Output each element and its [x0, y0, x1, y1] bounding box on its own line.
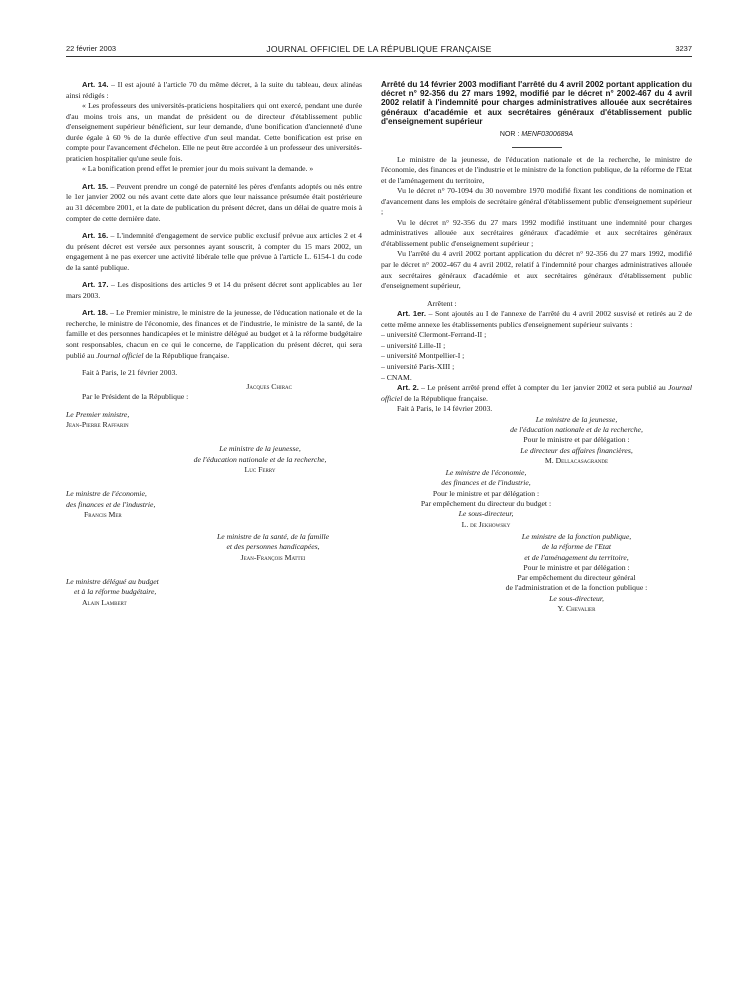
- signature-ministre-sante: [66, 532, 362, 563]
- sig-empechement: Par empêchement du directeur du budget :: [420, 499, 552, 509]
- article-15: [66, 182, 362, 224]
- sig-title: Le ministre de la jeunesse,: [219, 444, 301, 454]
- sig-title: des finances et de l'industrie,: [66, 499, 156, 509]
- fait-a-paris: Fait à Paris, le 14 février 2003.: [397, 404, 493, 414]
- left-column: [66, 80, 362, 608]
- article-2: [381, 383, 692, 404]
- article-14-quote-1: « Les professeurs des universités-praticiens hospitaliers qui ont exercé, pendant une durée d'au moins trois ans, un mandat de président ou de directeur d'établissement public d'enseignement supérieur bénéficient, sur leur demande, d'une bonification d'ancienneté d'une durée égale à 60 % de la durée effective d'un seul mandat. Cette bonification est prise en compte pour l'avancement d'échelon. Elle ne peut être accordée à un professeur des universités-praticien hospitalier qu'une seule fois.: [66, 101, 362, 163]
- article-label: Art. 18.: [82, 308, 108, 318]
- article-label: Art. 15.: [82, 181, 109, 191]
- article-label: Art. 16.: [82, 231, 109, 241]
- sig-name: Luc Ferry: [244, 464, 276, 474]
- journal-officiel-ref: Journal officiel: [96, 350, 144, 360]
- article-17: [66, 280, 362, 301]
- signature-fonction-publique: [381, 532, 692, 614]
- sig-function: Le directeur des affaires financières,: [520, 445, 633, 455]
- preamble-ministres: Le ministre de la jeunesse, de l'éducation nationale et de la recherche, le ministre de l'économie, des finances et de l'industrie et le ministre de la fonction publique, de la réforme de l'Etat et de l'aménagement du territoire,: [381, 154, 692, 185]
- arrete-title: Arrêté du 14 février 2003 modifiant l'arrêté du 4 avril 2002 portant application du décret n° 92-356 du 27 mars 1992, modifié par le décret n° 2002-467 du 4 avril 2002 relatif à l'indemnité pour charges administratives allouée aux secrétaires généraux d'académie et aux secrétaires généraux d'établissement public d'enseignement supérieur: [381, 80, 692, 126]
- article-16: [66, 231, 362, 273]
- article-text-end: de la République française.: [402, 393, 488, 403]
- sig-function: Le sous-directeur,: [549, 593, 604, 603]
- sig-empechement: de l'administration et de la fonction publique :: [505, 583, 648, 593]
- visa-1: Vu le décret n° 70-1094 du 30 novembre 1970 modifié fixant les conditions de nomination et d'avancement dans les emplois de secrétaire général d'établissement public d'enseignement supérieur ;: [381, 186, 692, 217]
- title-rule: [512, 147, 562, 148]
- article-text: – Le présent arrêté prend effet à compter du 1er janvier 2002 et sera publié au: [418, 383, 669, 393]
- sig-empechement: Par empêchement du directeur général: [517, 573, 636, 583]
- sig-title: Le ministre de la fonction publique,: [521, 531, 632, 541]
- sig-delegation: Pour le ministre et par délégation :: [523, 435, 630, 445]
- sig-delegation: Pour le ministre et par délégation :: [432, 488, 540, 498]
- article-text: – Les dispositions des articles 9 et 14 du présent décret sont applicables au 1er mars 2003.: [66, 280, 362, 300]
- sig-name: M. Dellacasagrande: [544, 455, 609, 465]
- list-item: – université Montpellier-I ;: [381, 351, 465, 361]
- journal-title: JOURNAL OFFICIEL DE LA RÉPUBLIQUE FRANÇAISE: [266, 44, 492, 54]
- list-item: – CNAM.: [381, 372, 412, 382]
- list-item: – université Lille-II ;: [381, 340, 446, 350]
- sig-title: de l'éducation nationale et de la recherche,: [510, 424, 643, 434]
- page-number: 3237: [675, 44, 692, 53]
- sig-name: Jean-Pierre Raffarin: [66, 420, 129, 430]
- article-text: – L'indemnité d'engagement de service public exclusif prévue aux articles 2 et 4 du présent décret est versée aux personnes ayant souscrit, à compter du 15 mars 2002, un engagement à ne pas exercer une activité libérale telle que prévue à l'article L. 6154-1 du code de la santé publique.: [66, 231, 362, 272]
- article-text: – Le Premier ministre, le ministre de la jeunesse, de l'éducation nationale et de la recherche, le ministre de l'économie, des finances et de l'industrie, le ministre de la santé, de la famille et des personnes handicapées et le ministre délégué au budget et à la réforme budgétaire sont responsables, chacun en ce qui le concerne, de l'application du présent décret, qui sera publié au: [66, 308, 362, 360]
- sig-name: Francis Mer: [84, 509, 122, 519]
- sig-title: Le ministre de l'économie,: [66, 489, 147, 499]
- visa-3: Vu l'arrêté du 4 avril 2002 portant application du décret n° 92-356 du 27 mars 1992, modifié par le décret n° 2002-467 du 4 avril 2002, relatif à l'indemnité pour charges administratives allouée aux secrétaires généraux d'académie et aux secrétaires généraux d'établissement public d'enseignement supérieur,: [381, 249, 692, 291]
- signature-ministre-education: [66, 444, 362, 475]
- sig-name: Jean-François Mattei: [240, 552, 306, 562]
- article-14-quote-2: « La bonification prend effet le premier jour du mois suivant la demande. »: [82, 164, 314, 174]
- sig-title: Le ministre de l'économie,: [445, 468, 527, 478]
- sig-title: Le ministre délégué au budget: [66, 577, 159, 587]
- sig-delegation: Pour le ministre et par délégation :: [523, 562, 630, 572]
- article-label: Art. 2.: [397, 383, 419, 393]
- article-18: [66, 308, 362, 361]
- header-date: 22 février 2003: [66, 44, 117, 53]
- sig-function: Le sous-directeur,: [458, 509, 514, 519]
- sig-title: des finances et de l'industrie,: [441, 478, 531, 488]
- sig-title: Le ministre de la santé, de la famille: [216, 532, 330, 542]
- sig-title: Le ministre de la jeunesse,: [535, 414, 618, 424]
- signature-premier-ministre: [66, 410, 362, 431]
- signature-ministre-economie: [66, 489, 362, 520]
- header-rule: [66, 56, 692, 57]
- signature-economie: [381, 468, 591, 530]
- nor-code: MENF0300689A: [521, 131, 574, 139]
- right-column: [381, 80, 692, 614]
- president-signature: Jacques Chirac: [246, 381, 292, 391]
- sig-name: Y. Chevalier: [557, 604, 596, 614]
- fait-a-paris: Fait à Paris, le 21 février 2003.: [82, 368, 178, 378]
- article-label: Art. 1er.: [397, 309, 426, 319]
- signature-ministre-budget: [66, 577, 362, 608]
- article-label: Art. 14.: [82, 80, 109, 89]
- sig-title: et à la réforme budgétaire,: [74, 587, 157, 597]
- nor-reference: [381, 130, 692, 141]
- arretent: Arrêtent :: [427, 298, 457, 308]
- sig-name: L. de Jekhowsky: [461, 519, 511, 529]
- sig-title: Le Premier ministre,: [66, 409, 130, 419]
- sig-title: de l'éducation nationale et de la recherche,: [193, 454, 327, 464]
- article-text: – Sont ajoutés au I de l'annexe de l'arrêté du 4 avril 2002 susvisé et retirés au 2 de cette même annexe les établissements publics d'enseignement supérieur suivants :: [381, 309, 693, 329]
- list-item: – université Clermont-Ferrand-II ;: [381, 330, 487, 340]
- article-label: Art. 17.: [82, 280, 109, 290]
- article-14: [66, 80, 362, 101]
- article-text: – Il est ajouté à l'article 70 du même décret, à la suite du tableau, deux alinéas ainsi rédigés :: [66, 80, 362, 100]
- journal-officiel-ref: Journal officiel: [381, 383, 692, 403]
- article-text-end: de la République française.: [143, 350, 230, 360]
- article-1: [381, 309, 692, 330]
- page-header: [66, 44, 692, 56]
- sig-title: de la réforme de l'Etat: [541, 542, 612, 552]
- list-item: – université Paris-XIII ;: [381, 361, 455, 371]
- sig-title: et des personnes handicapées,: [226, 542, 320, 552]
- nor-label: NOR :: [499, 131, 522, 139]
- signature-education: [381, 415, 692, 466]
- sig-title: et de l'aménagement du territoire,: [524, 552, 629, 562]
- par-le-president: Par le Président de la République :: [82, 392, 189, 402]
- sig-name: Alain Lambert: [82, 597, 127, 607]
- visa-2: Vu le décret n° 92-356 du 27 mars 1992 modifié instituant une indemnité pour charges administratives allouée aux secrétaires généraux d'académie et aux secrétaires généraux d'établissement public d'enseignement supérieur ;: [381, 217, 692, 248]
- article-text: – Peuvent prendre un congé de paternité les pères d'enfants adoptés ou nés entre le 1er janvier 2002 ou nés avant cette date alors que leur naissance présumée était postérieure au 31 décembre 2001, et la date de publication du présent décret, dans un délai de quatre mois à compter de cette dernière date.: [66, 181, 362, 223]
